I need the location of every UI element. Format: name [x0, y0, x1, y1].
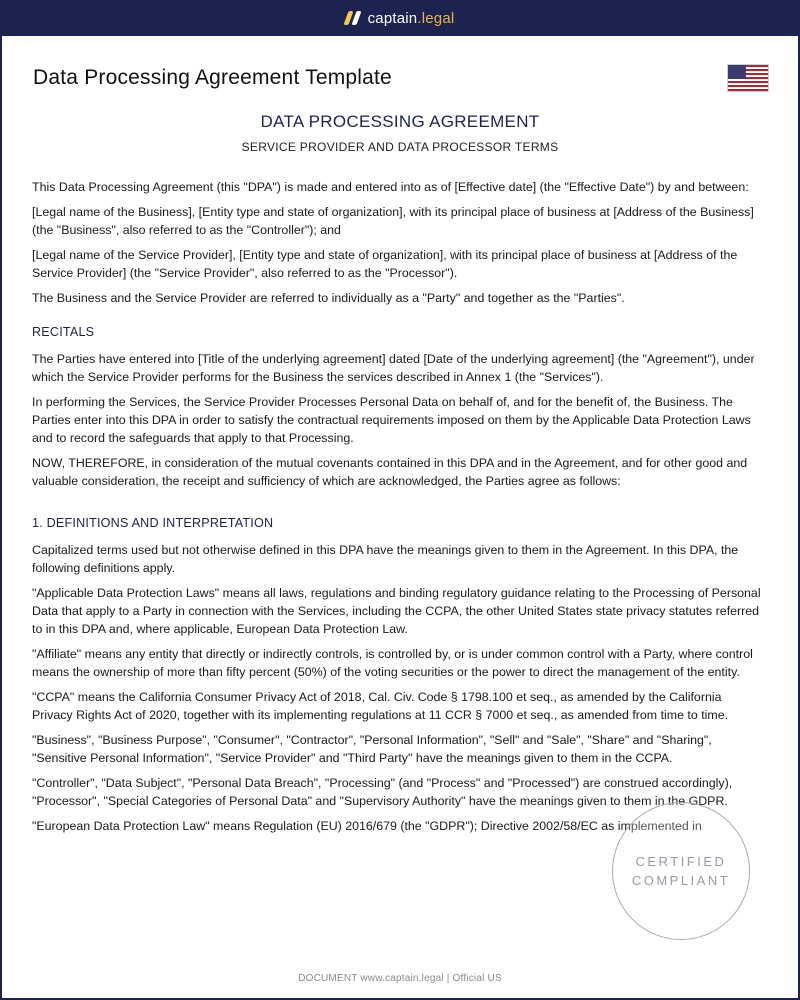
recitals-paragraph: In performing the Services, the Service Provider Processes Personal Data on behalf of, and for the benefit of, the Business. The Parties enter into this DPA in order to satisfy the contractual requirements imposed on them by the Applicable Data Protection Laws and to record the safeguards that apply to that Processing. — [32, 395, 751, 445]
brand-logo[interactable] — [368, 10, 455, 27]
definition-paragraph: "Controller", "Data Subject", "Personal Data Breach", "Processing" (and "Process" and "Processed") are construed accordingly), "Processor", "Special Categories of Personal Data" and "Supervisory Authority" have the meanings given to them in the GDPR. — [32, 776, 733, 808]
brand-tld: .legal — [417, 9, 455, 27]
definition-paragraph: "CCPA" means the California Consumer Privacy Act of 2018, Cal. Civ. Code § 1798.100 et seq., as amended by the California Privacy Rights Act of 2020, together with its implementing regulations at 11 CCR § 7000 et seq., as amended from time to time. — [32, 690, 729, 722]
agreement-subheading: SERVICE PROVIDER AND DATA PROCESSOR TERMS — [241, 140, 559, 154]
document-body — [32, 178, 764, 842]
definition-paragraph: "Applicable Data Protection Laws" means all laws, regulations and binding regulatory guidance relating to the Processing of Personal Data that apply to a Party in connection with the Services, including the CCPA, the other United States state privacy statutes referred to in this DPA and, where applicable, European Data Protection Law. — [32, 586, 761, 636]
intro-paragraph: [Legal name of the Business], [Entity type and state of organization], with its principal place of business at [Address of the Business] (the "Business", also referred to as the "Controller"); and — [32, 205, 754, 237]
recitals-paragraph: NOW, THEREFORE, in consideration of the mutual covenants contained in this DPA and in the Agreement, and for other good and valuable consideration, the receipt and sufficiency of which are acknowledged, the Parties agree as follows: — [32, 456, 748, 488]
intro-paragraph: This Data Processing Agreement (this "DPA") is made and entered into as of [Effective date] (the "Effective Date") by and between: — [32, 180, 749, 194]
recitals-paragraph: The Parties have entered into [Title of the underlying agreement] dated [Date of the underlying agreement] (the "Agreement"), under which the Service Provider performs for the Business the services described in Annex 1 (the "Services"). — [32, 352, 755, 384]
agreement-heading: DATA PROCESSING AGREEMENT — [260, 112, 540, 131]
recitals-heading: RECITALS — [32, 325, 95, 339]
brand-name: captain — [367, 9, 418, 27]
page-footer: DOCUMENT www.captain.legal | Official US — [298, 973, 502, 984]
definition-paragraph: "European Data Protection Law" means Regulation (EU) 2016/679 (the "GDPR"); Directive 2002/58/EC as implemented in — [32, 819, 702, 833]
definitions-heading: 1. DEFINITIONS AND INTERPRETATION — [32, 516, 274, 530]
definition-paragraph: Capitalized terms used but not otherwise defined in this DPA have the meanings given to them in the Agreement. In this DPA, the following definitions apply. — [32, 543, 739, 575]
stamp-line: COMPLIANT — [631, 873, 731, 888]
intro-paragraph: The Business and the Service Provider are referred to individually as a "Party" and together as the "Parties". — [32, 291, 625, 305]
intro-paragraph: [Legal name of the Service Provider], [Entity type and state of organization], with its principal place of business at [Address of the Service Provider] (the "Service Provider", also referred to as the "Processor"). — [32, 248, 738, 280]
logo-icon — [343, 11, 361, 25]
document-page — [2, 36, 798, 998]
stamp-line: CERTIFIED — [635, 854, 727, 869]
definition-paragraph: "Business", "Business Purpose", "Consumer", "Contractor", "Personal Information", "Sell" and "Sale", "Share" and "Sharing", "Sensitive Personal Information", "Service Provider" and "Third Party" have the meanings given to them in the CCPA. — [32, 733, 712, 765]
definition-paragraph: "Affiliate" means any entity that directly or indirectly controls, is controlled by, or is under common control with a Party, where control means the ownership of more than fifty percent (50%) of the voting securities or the power to direct the management of the entity. — [32, 647, 753, 679]
top-bar — [0, 0, 800, 36]
certified-stamp — [612, 802, 750, 940]
document-title: Data Processing Agreement Template — [33, 66, 392, 89]
us-flag-icon — [727, 64, 769, 92]
